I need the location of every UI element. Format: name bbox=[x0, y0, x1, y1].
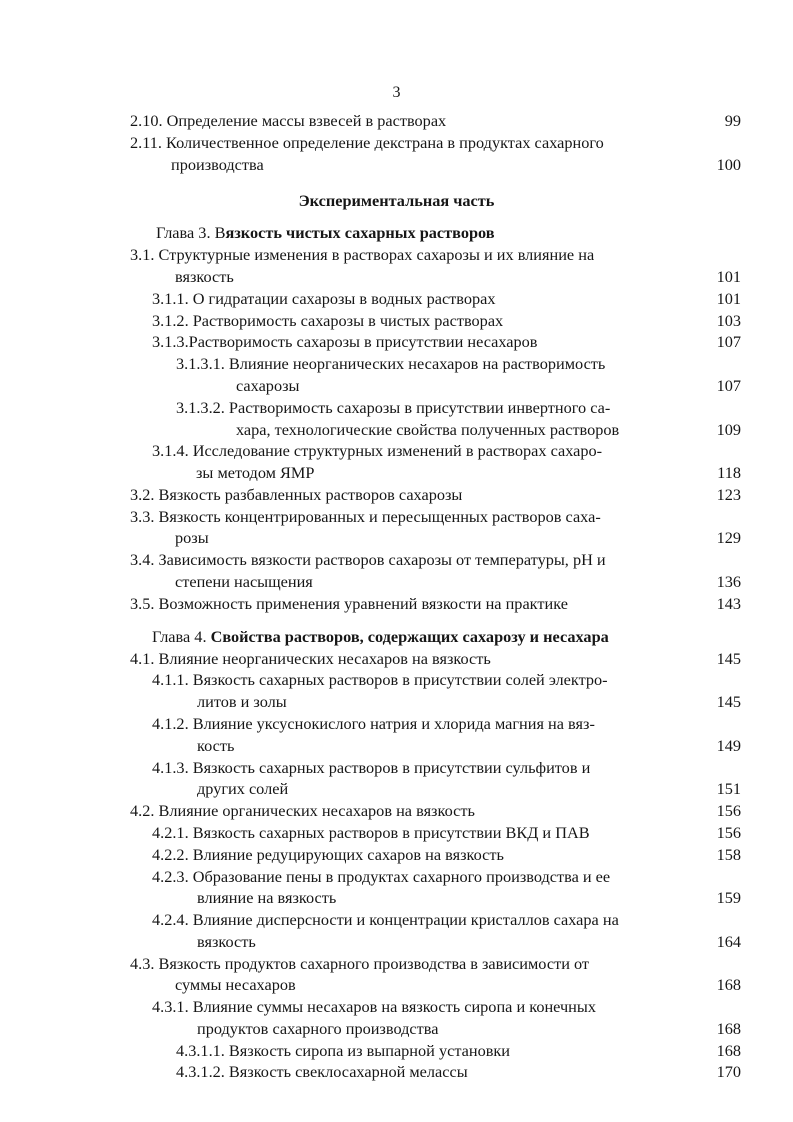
toc-entry-text: 3.1.2. Растворимость сахарозы в чистых растворах bbox=[152, 311, 504, 330]
section-title: Экспериментальная часть bbox=[298, 191, 495, 210]
toc-entry-page: 107 bbox=[716, 332, 741, 351]
toc-entry-text: производства bbox=[171, 155, 264, 174]
toc-entry-text: 4.3.1. Влияние суммы несахаров на вязкость сиропа и конечных bbox=[152, 997, 596, 1016]
toc-entry-text: 2.10. Определение массы взвесей в растворах bbox=[130, 111, 447, 130]
toc-entry-page: 149 bbox=[716, 736, 741, 755]
toc-entry-text: 3.1. Структурные изменения в растворах сахарозы и их влияние на bbox=[130, 245, 595, 264]
chapter-title: язкость чистых сахарных растворов bbox=[225, 223, 495, 242]
chapter-heading-4 bbox=[152, 626, 609, 648]
toc-entry-text: 4.3.1.1. Вязкость сиропа из выпарной установки bbox=[176, 1041, 511, 1060]
toc-entry-page: 101 bbox=[716, 267, 741, 286]
chapter-prefix: Глава 4. bbox=[152, 627, 211, 646]
toc-entry-page: 107 bbox=[716, 376, 741, 395]
toc-entry-page: 168 bbox=[716, 1019, 741, 1038]
toc-entry-page: 103 bbox=[716, 311, 741, 330]
toc-entry-page: 129 bbox=[716, 528, 741, 547]
toc-entry-page: 145 bbox=[716, 649, 741, 668]
toc-entry-text: 4.1. Влияние неорганических несахаров на вязкость bbox=[130, 649, 491, 668]
toc-entry-text: 4.2.1. Вязкость сахарных растворов в присутствии ВКД и ПАВ bbox=[152, 823, 590, 842]
toc-entry-page: 145 bbox=[716, 692, 741, 711]
toc-entry-text: вязкость bbox=[175, 267, 234, 286]
toc-entry-page: 151 bbox=[716, 779, 741, 798]
toc-entry-text: 3.2. Вязкость разбавленных растворов сахарозы bbox=[130, 485, 463, 504]
chapter-heading-3 bbox=[156, 222, 495, 244]
toc-entry-text: 3.1.3.2. Растворимость сахарозы в присутствии инвертного са- bbox=[176, 398, 611, 417]
toc-entry-text: хара, технологические свойства полученных растворов bbox=[236, 420, 620, 439]
toc-entry-page: 109 bbox=[716, 420, 741, 439]
toc-entry-text: зы методом ЯМР bbox=[196, 463, 315, 482]
toc-entry-page: 159 bbox=[716, 888, 741, 907]
toc-entry-page: 164 bbox=[716, 932, 741, 951]
toc-entry-page: 123 bbox=[716, 485, 741, 504]
page-number: 3 bbox=[392, 84, 401, 101]
toc-entry-text: 3.3. Вязкость концентрированных и пересыщенных растворов саха- bbox=[130, 507, 601, 526]
toc-entry-text: 4.2.2. Влияние редуцирующих сахаров на вязкость bbox=[152, 845, 504, 864]
toc-entry-text: продуктов сахарного производства bbox=[197, 1019, 439, 1038]
chapter-title: Свойства растворов, содержащих сахарозу и несахара bbox=[210, 627, 609, 646]
toc-entry-text: 3.4. Зависимость вязкости растворов сахарозы от температуры, рН и bbox=[130, 550, 606, 569]
toc-entry-page: 99 bbox=[724, 111, 741, 130]
toc-entry-page: 170 bbox=[716, 1062, 741, 1081]
toc-entry-text: 4.1.1. Вязкость сахарных растворов в присутствии солей электро- bbox=[152, 670, 608, 689]
toc-entry-page: 168 bbox=[716, 1041, 741, 1060]
toc-entry-text: 3.5. Возможность применения уравнений вязкости на практике bbox=[130, 594, 568, 613]
toc-entry-page: 168 bbox=[716, 975, 741, 994]
toc-entry-text: 2.11. Количественное определение декстрана в продуктах сахарного bbox=[130, 133, 604, 152]
toc-entry-text: 4.2.4. Влияние дисперсности и концентрации кристаллов сахара на bbox=[152, 910, 619, 929]
toc-entry-text: розы bbox=[175, 528, 209, 547]
toc-entry-page: 118 bbox=[717, 463, 741, 482]
chapter-prefix: Глава 3. В bbox=[156, 223, 226, 242]
toc-entry-page: 136 bbox=[716, 572, 741, 591]
toc-entry-page: 101 bbox=[716, 289, 741, 308]
toc-entry-page: 100 bbox=[716, 155, 741, 174]
toc-entry-text: кость bbox=[197, 736, 235, 755]
toc-entry-text: сахарозы bbox=[236, 376, 300, 395]
toc-entry-page: 158 bbox=[716, 845, 741, 864]
toc-entry-text: 4.3. Вязкость продуктов сахарного производства в зависимости от bbox=[130, 954, 590, 973]
toc-entry-text: 4.2. Влияние органических несахаров на вязкость bbox=[130, 801, 475, 820]
toc-entry-text: 3.1.3.1. Влияние неорганических несахаров на растворимость bbox=[176, 354, 606, 373]
toc-entry-text: 4.2.3. Образование пены в продуктах сахарного производства и ее bbox=[152, 867, 611, 886]
toc-entry-text: 4.1.3. Вязкость сахарных растворов в присутствии сульфитов и bbox=[152, 758, 591, 777]
toc-entry-text: 4.3.1.2. Вязкость свеклосахарной мелассы bbox=[176, 1062, 468, 1081]
toc-entry-text: суммы несахаров bbox=[175, 975, 296, 994]
toc-entry-text: степени насыщения bbox=[175, 572, 313, 591]
toc-entry-text: литов и золы bbox=[197, 692, 287, 711]
toc-entry-page: 143 bbox=[716, 594, 741, 613]
toc-entry-page: 156 bbox=[716, 823, 741, 842]
toc-entry-text: 3.1.1. О гидратации сахарозы в водных растворах bbox=[152, 289, 496, 308]
toc-entry-text: 3.1.3.Растворимость сахарозы в присутствии несахаров bbox=[152, 332, 538, 351]
toc-entry-text: других солей bbox=[197, 779, 289, 798]
toc-entry-text: вязкость bbox=[197, 932, 256, 951]
toc-entry-text: 4.1.2. Влияние уксуснокислого натрия и хлорида магния на вяз- bbox=[152, 714, 595, 733]
toc-entry-text: влияние на вязкость bbox=[197, 888, 337, 907]
toc-entry-text: 3.1.4. Исследование структурных изменений в растворах сахаро- bbox=[152, 441, 603, 460]
toc-entry-page: 156 bbox=[716, 801, 741, 820]
